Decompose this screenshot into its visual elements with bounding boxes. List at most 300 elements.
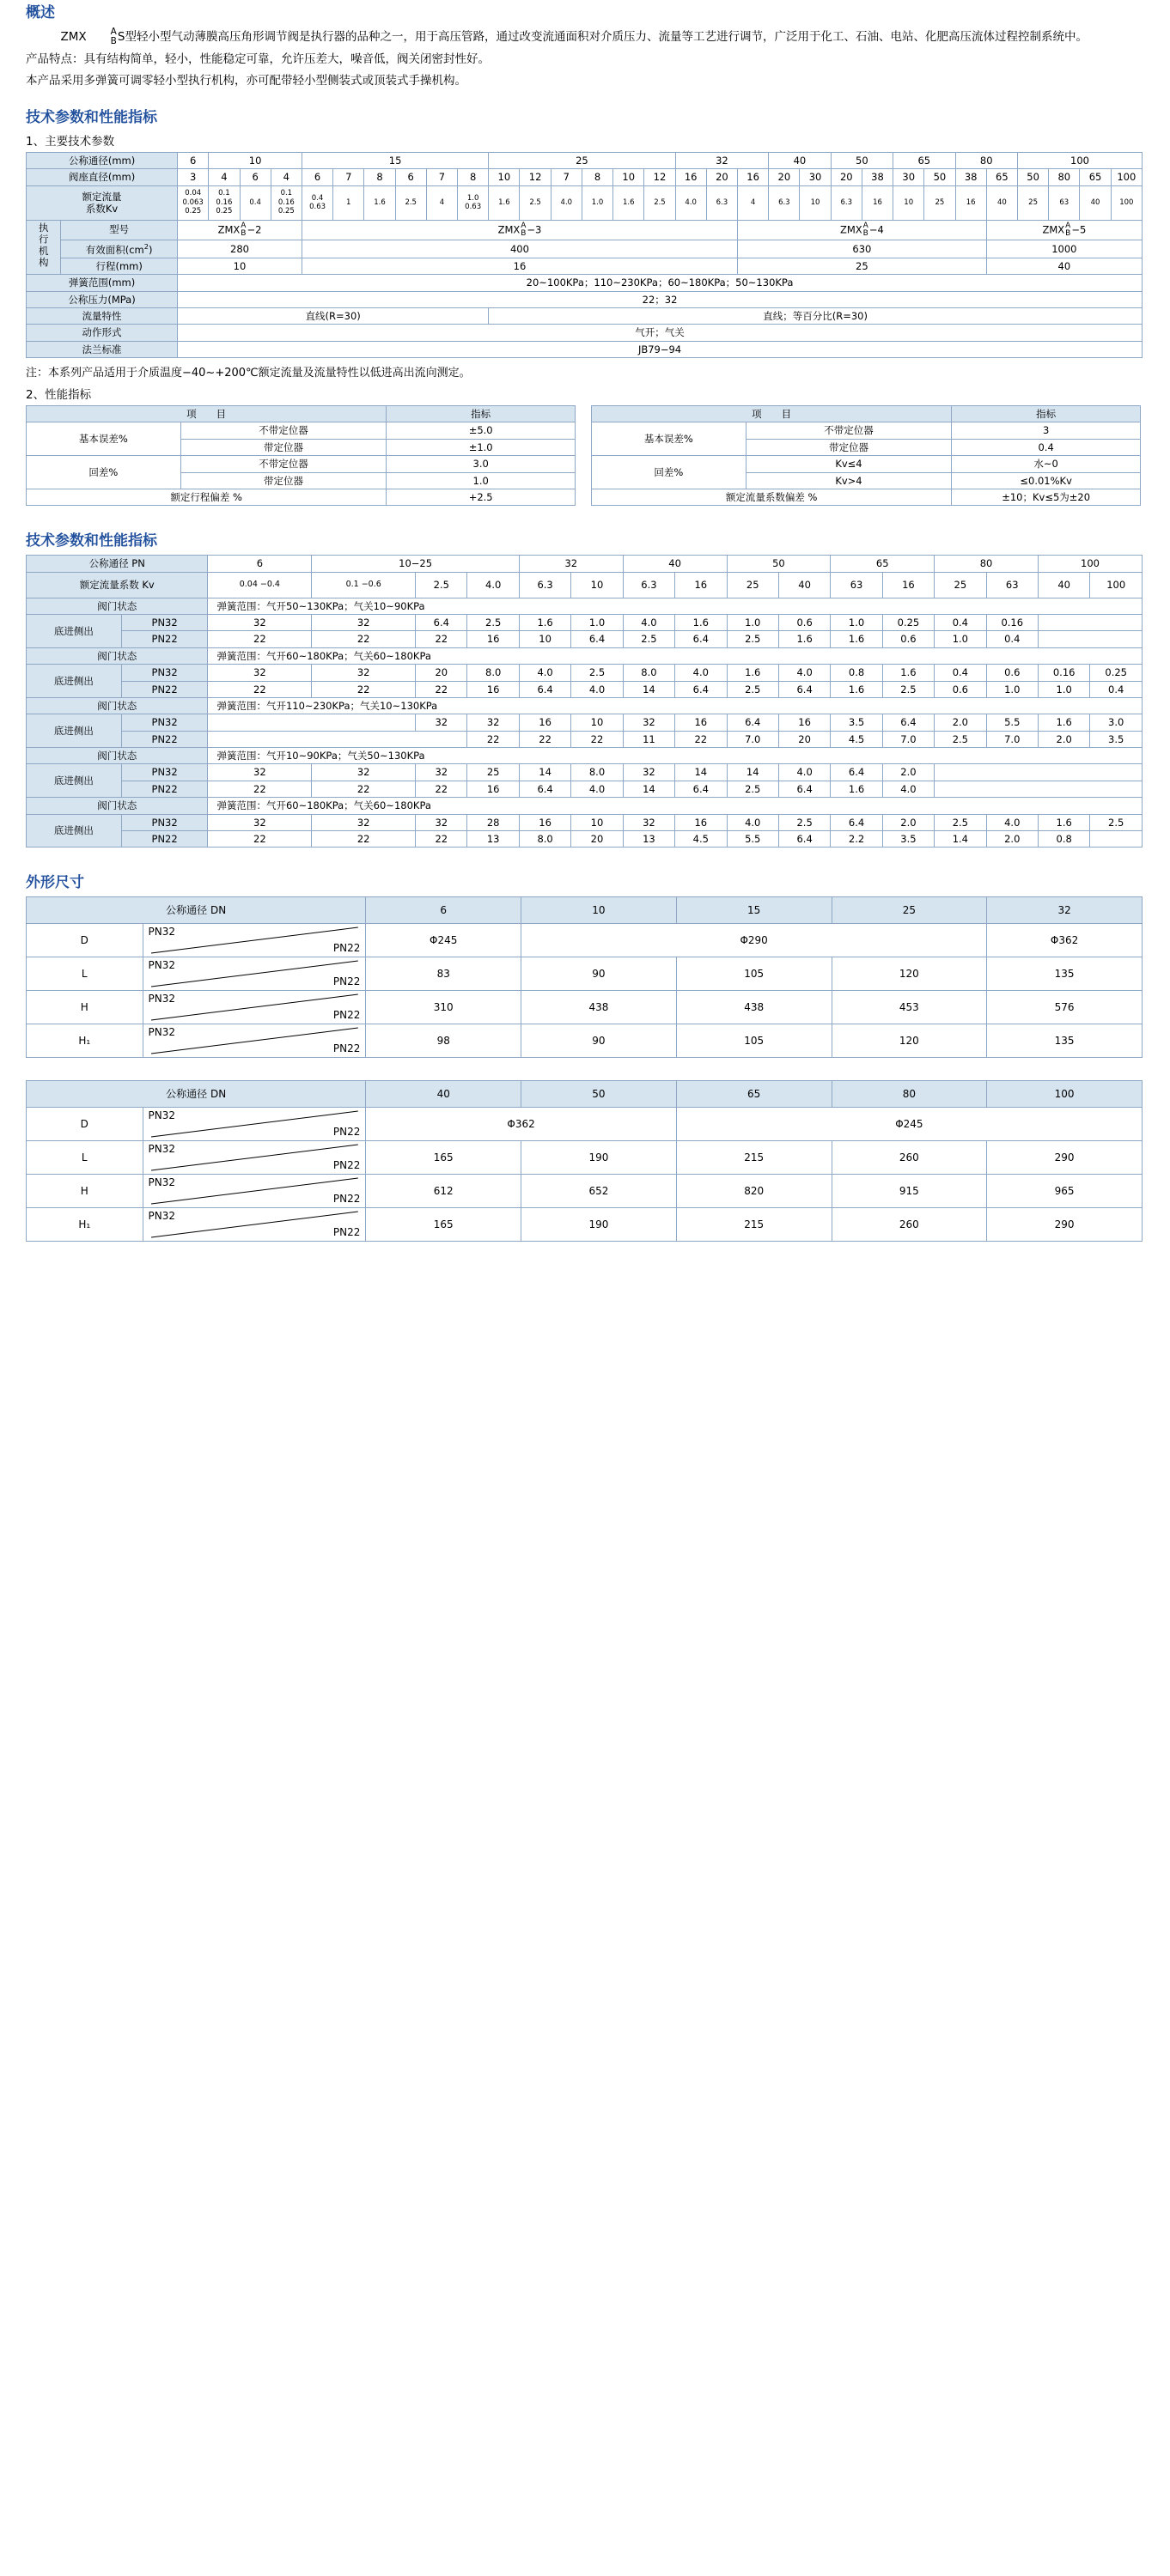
dimensions-title: 外形尺寸 — [26, 874, 84, 892]
g4-r0-v4: 16 — [519, 814, 570, 830]
g3-r0-v8: 14 — [727, 764, 778, 781]
seat-9: 8 — [458, 169, 489, 185]
g0-r1-v14 — [1038, 631, 1142, 647]
g4-r1-name: PN22 — [121, 830, 208, 847]
dims2-dn-2: 65 — [676, 1081, 832, 1108]
table-row — [27, 957, 1143, 991]
pn-kv-11: 16 — [882, 572, 934, 598]
g4-r1-v13: 2.0 — [986, 830, 1038, 847]
g0-r1-v10: 1.6 — [831, 631, 882, 647]
stroke-2: 25 — [738, 258, 987, 274]
dims1-row-2-v1: 438 — [521, 991, 677, 1024]
kv-11: 2.5 — [520, 185, 551, 220]
g3-r1-v5: 4.0 — [571, 781, 623, 797]
model-3: ZMX A B −5 — [986, 220, 1142, 240]
area-2: 630 — [738, 240, 987, 258]
table-row — [592, 489, 1141, 505]
kv-23: 10 — [893, 185, 924, 220]
g3-r0-blank — [935, 764, 1143, 781]
dims1-row-1-v0: 83 — [366, 957, 521, 991]
dims2-row-2-pn22: PN22 — [332, 1193, 361, 1206]
g3-r0-v5: 8.0 — [571, 764, 623, 781]
pn-dn-6: 80 — [935, 556, 1039, 572]
perf-left-sub-1-0: 不带定位器 — [180, 456, 387, 472]
g4-r0-v5: 10 — [571, 814, 623, 830]
perf-left-head-0: 项 目 — [27, 406, 387, 422]
g1-r0-v4: 4.0 — [519, 665, 570, 681]
seat-22: 38 — [862, 169, 893, 185]
status-label-4: 阀门状态 — [27, 798, 208, 814]
kv-15: 2.5 — [644, 185, 675, 220]
seat-26: 65 — [986, 169, 1017, 185]
pn-dn-3: 40 — [623, 556, 727, 572]
dims1-row-1-v3: 120 — [832, 957, 987, 991]
g4-r1-v6: 13 — [623, 830, 674, 847]
g4-r1-v2: 22 — [416, 830, 467, 847]
dimensions-table-2 — [26, 1080, 1143, 1242]
g0-r1-v4: 10 — [519, 631, 570, 647]
g1-r1-v2: 22 — [416, 681, 467, 697]
seat-12: 7 — [551, 169, 582, 185]
dims1-row-0-name: D — [27, 924, 143, 957]
table-row-spring — [27, 275, 1143, 291]
table-row — [592, 456, 1141, 472]
actuator-label-text: 执行机构 — [37, 222, 50, 270]
kv-0: 0.04 0.063 0.25 — [178, 185, 209, 220]
pn-kv-label: 额定流量系数 Kv — [27, 572, 208, 598]
table-row-head — [27, 1081, 1143, 1108]
dims2-dn-1: 50 — [521, 1081, 677, 1108]
dn-80: 80 — [955, 152, 1017, 168]
g0-r0-v6: 4.0 — [623, 615, 674, 631]
main-table-subhead: 1、主要技术参数 — [26, 134, 115, 149]
dims1-row-3-pn22: PN22 — [332, 1042, 361, 1055]
g4-r1-v4: 8.0 — [519, 830, 570, 847]
g1-r0-v0: 32 — [208, 665, 312, 681]
g1-r0-v7: 4.0 — [675, 665, 727, 681]
kv-4: 0.4 0.63 — [302, 185, 332, 220]
g2-r1-blank — [208, 731, 467, 747]
g1-r1-v9: 6.4 — [778, 681, 830, 697]
pn-value: 22；32 — [178, 291, 1143, 307]
perf-right-label-1: 回差% — [592, 456, 746, 489]
kv-17: 6.3 — [706, 185, 737, 220]
table-row — [27, 924, 1143, 957]
dims2-row-3-v4: 290 — [987, 1208, 1143, 1242]
g3-r1-v1: 22 — [312, 781, 416, 797]
dims1-row-0-v2: Φ362 — [987, 924, 1143, 957]
g1-r1-v0: 22 — [208, 681, 312, 697]
kv-16: 4.0 — [675, 185, 706, 220]
dims1-row-3-v4: 135 — [987, 1024, 1143, 1058]
dims2-dn-3: 80 — [832, 1081, 987, 1108]
perf-right-sub-1-1: Kv>4 — [746, 472, 952, 489]
performance-table-right — [591, 405, 1141, 506]
seat-10: 10 — [489, 169, 520, 185]
perf-left-label-1: 回差% — [27, 456, 181, 489]
kv-20: 10 — [800, 185, 831, 220]
g3-r1-v9: 6.4 — [778, 781, 830, 797]
kv-30: 100 — [1111, 185, 1142, 220]
side-label-4: 底进侧出 — [27, 814, 122, 848]
perf-right-head-0: 项 目 — [592, 406, 952, 422]
g4-r0-v7: 16 — [675, 814, 727, 830]
seat-27: 50 — [1017, 169, 1048, 185]
model-2: ZMX A B −4 — [738, 220, 987, 240]
g3-r0-v3: 25 — [467, 764, 519, 781]
kv-24: 25 — [924, 185, 955, 220]
g4-r0-v13: 4.0 — [986, 814, 1038, 830]
g4-r1-v0: 22 — [208, 830, 312, 847]
g2-r0-name: PN32 — [121, 714, 208, 731]
g0-r1-v5: 6.4 — [571, 631, 623, 647]
dims1-row-2-name: H — [27, 991, 143, 1024]
seat-17: 20 — [706, 169, 737, 185]
pn-kv-10: 63 — [831, 572, 882, 598]
g0-r1-v2: 22 — [416, 631, 467, 647]
g4-r1-v10: 2.2 — [831, 830, 882, 847]
g2-r0-v6: 6.4 — [727, 714, 778, 731]
kv-21: 6.3 — [831, 185, 862, 220]
dims1-row-2-v4: 576 — [987, 991, 1143, 1024]
side-label-0: 底进侧出 — [27, 615, 122, 648]
dims2-row-2-v1: 652 — [521, 1175, 677, 1208]
table-row — [27, 1208, 1143, 1242]
g2-r1-v5: 7.0 — [727, 731, 778, 747]
pn-split-cell — [143, 924, 366, 957]
g2-r1-name: PN22 — [121, 731, 208, 747]
document-page — [0, 0, 1170, 1264]
action-value: 气开；气关 — [178, 325, 1143, 341]
dims2-row-1-pn22: PN22 — [332, 1159, 361, 1172]
seat-19: 20 — [769, 169, 800, 185]
pn-dn-2: 32 — [519, 556, 623, 572]
dims2-row-2-name: H — [27, 1175, 143, 1208]
model-1: ZMX A B −3 — [302, 220, 737, 240]
status-label-2: 阀门状态 — [27, 697, 208, 714]
kv-6: 1.6 — [364, 185, 395, 220]
table-row-head — [27, 897, 1143, 924]
g0-r0-v11: 0.25 — [882, 615, 934, 631]
table-row-head — [27, 406, 576, 422]
dims1-row-3-v2: 105 — [676, 1024, 832, 1058]
g3-r1-v8: 2.5 — [727, 781, 778, 797]
g1-r1-name: PN22 — [121, 681, 208, 697]
perf-left-val-1-1: 1.0 — [387, 472, 576, 489]
main-table-note: 注：本系列产品适用于介质温度−40~+200℃额定流量及流量特性以低进高出流向测定。 — [26, 367, 471, 380]
table-row-flange — [27, 341, 1143, 357]
g1-r0-v3: 8.0 — [467, 665, 519, 681]
side-label-3: 底进侧出 — [27, 764, 122, 798]
seat-label: 阀座直径(mm) — [27, 169, 178, 185]
pn-kv-5: 10 — [571, 572, 623, 598]
g0-r0-v10: 1.0 — [831, 615, 882, 631]
pn-dn-7: 100 — [1038, 556, 1142, 572]
pn-kv-13: 63 — [986, 572, 1038, 598]
table-row — [27, 665, 1143, 681]
g1-r0-v8: 1.6 — [727, 665, 778, 681]
overview-text — [26, 27, 1144, 93]
g0-r0-v7: 1.6 — [675, 615, 727, 631]
dims1-dn-label: 公称通径 DN — [27, 897, 366, 924]
seat-5: 7 — [333, 169, 364, 185]
dims2-row-2-v0: 612 — [366, 1175, 521, 1208]
g4-r1-blank — [1090, 830, 1143, 847]
perf-left-val-1-0: 3.0 — [387, 456, 576, 472]
dims2-dn-0: 40 — [366, 1081, 521, 1108]
dims1-row-1-name: L — [27, 957, 143, 991]
dims2-row-3-pn22: PN22 — [332, 1226, 361, 1239]
seat-0: 3 — [178, 169, 209, 185]
g1-r0-v6: 8.0 — [623, 665, 674, 681]
area-label: 有效面积$(cm^2)$ — [61, 240, 178, 258]
perf-left-sub-1-1: 带定位器 — [180, 472, 387, 489]
g0-r0-v8: 1.0 — [727, 615, 778, 631]
g1-r1-v5: 4.0 — [571, 681, 623, 697]
table-row-pn — [27, 291, 1143, 307]
table-row-kv — [27, 572, 1143, 598]
g1-r0-v2: 20 — [416, 665, 467, 681]
g3-r0-v10: 6.4 — [831, 764, 882, 781]
g0-r0-v13: 0.16 — [986, 615, 1038, 631]
dn-15: 15 — [302, 152, 488, 168]
kv-27: 25 — [1017, 185, 1048, 220]
g2-r1-v11: 2.0 — [1038, 731, 1089, 747]
seat-13: 8 — [582, 169, 612, 185]
seat-29: 65 — [1080, 169, 1111, 185]
dims2-row-2-v2: 820 — [676, 1175, 832, 1208]
seat-4: 6 — [302, 169, 332, 185]
dn-10: 10 — [209, 152, 302, 168]
g1-r1-v14: 1.0 — [1038, 681, 1089, 697]
seat-25: 38 — [955, 169, 986, 185]
table-row-flow — [27, 307, 1143, 324]
dims2-row-0-name: D — [27, 1108, 143, 1141]
perf-left-head-1: 指标 — [387, 406, 576, 422]
pn-split-cell — [143, 1175, 366, 1207]
seat-16: 16 — [675, 169, 706, 185]
g3-r0-v1: 32 — [312, 764, 416, 781]
table-row — [27, 1108, 1143, 1141]
g2-r1-v4: 22 — [675, 731, 727, 747]
g0-r0-name: PN32 — [121, 615, 208, 631]
kv-label: 额定流量 系数Kv — [27, 185, 178, 220]
dims1-row-3-v0: 98 — [366, 1024, 521, 1058]
table-row — [27, 422, 576, 439]
g0-r0-v2: 6.4 — [416, 615, 467, 631]
table-row-area — [27, 240, 1143, 258]
g4-r0-v0: 32 — [208, 814, 312, 830]
perf-left-val-0-0: ±5.0 — [387, 422, 576, 439]
dims2-row-2-pn32: PN32 — [148, 1176, 176, 1189]
g2-r0-v0: 32 — [416, 714, 467, 731]
g2-r0-v12: 1.6 — [1038, 714, 1089, 731]
g1-r1-v4: 6.4 — [519, 681, 570, 697]
pn-dn-4: 50 — [727, 556, 831, 572]
g1-r0-v11: 1.6 — [882, 665, 934, 681]
status-value-2: 弹簧范围：气开110~230KPa；气关10~130KPa — [208, 697, 1143, 714]
perf-right-sub-1-0: Kv≤4 — [746, 456, 952, 472]
flow-label: 流量特性 — [27, 307, 178, 324]
dims2-row-1-pn32: PN32 — [148, 1143, 176, 1156]
g0-r1-v7: 6.4 — [675, 631, 727, 647]
g0-r0-v9: 0.6 — [778, 615, 830, 631]
g1-r1-v15: 0.4 — [1090, 681, 1143, 697]
g3-r1-v10: 1.6 — [831, 781, 882, 797]
kv-28: 63 — [1049, 185, 1080, 220]
seat-24: 50 — [924, 169, 955, 185]
dims1-row-1-pn22: PN22 — [332, 975, 361, 988]
g3-r0-v9: 4.0 — [778, 764, 830, 781]
dn-40: 40 — [769, 152, 831, 168]
performance-tables — [26, 405, 1143, 506]
g4-r0-v12: 2.5 — [935, 814, 986, 830]
dims2-row-1-v2: 215 — [676, 1141, 832, 1175]
dims1-row-3-pn32: PN32 — [148, 1026, 176, 1039]
g3-r1-blank — [935, 781, 1143, 797]
g0-r1-v3: 16 — [467, 631, 519, 647]
tech-params-title: 技术参数和性能指标 — [26, 108, 157, 126]
dn-32: 32 — [675, 152, 769, 168]
g2-r1-v8: 7.0 — [882, 731, 934, 747]
dims1-row-3-v3: 120 — [832, 1024, 987, 1058]
table-row — [27, 1141, 1143, 1175]
table-row-status — [27, 598, 1143, 614]
overview-paragraph-1: ZMX A B S型轻小型气动薄膜高压角形调节阀是执行器的品种之一，用于高压管路，通过改变流通面积对介质压力、流量等工艺进行调节，广泛用于化工、石油、电站、化肥高压流体过程控制系统中。 — [49, 27, 1088, 46]
g0-r1-v9: 1.6 — [778, 631, 830, 647]
flange-label: 法兰标准 — [27, 341, 178, 357]
seat-3: 4 — [271, 169, 302, 185]
table-row — [27, 489, 576, 505]
seat-14: 10 — [613, 169, 644, 185]
dims2-row-0-v0: Φ362 — [366, 1108, 676, 1141]
g1-r1-v11: 2.5 — [882, 681, 934, 697]
pn-dn-0: 6 — [208, 556, 312, 572]
dims2-row-2-v3: 915 — [832, 1175, 987, 1208]
dims2-row-3-v1: 190 — [521, 1208, 677, 1242]
pn-split-cell — [143, 1141, 366, 1174]
pn-kv-14: 40 — [1038, 572, 1089, 598]
dims2-row-3-name: H₁ — [27, 1208, 143, 1242]
pn-split-cell — [143, 991, 366, 1024]
g4-r0-v1: 32 — [312, 814, 416, 830]
seat-23: 30 — [893, 169, 924, 185]
dims2-row-3-v3: 260 — [832, 1208, 987, 1242]
g3-r0-v7: 14 — [675, 764, 727, 781]
table-row-kv — [27, 185, 1143, 220]
dims1-dn-2: 15 — [676, 897, 832, 924]
g4-r1-v9: 6.4 — [778, 830, 830, 847]
dims2-row-1-v3: 260 — [832, 1141, 987, 1175]
g4-r0-v8: 4.0 — [727, 814, 778, 830]
pn-kv-0: 0.04 −0.4 — [208, 572, 312, 598]
dims2-row-1-name: L — [27, 1141, 143, 1175]
table-row — [27, 631, 1143, 647]
g4-r1-v5: 20 — [571, 830, 623, 847]
seat-30: 100 — [1111, 169, 1142, 185]
g2-r0-v8: 3.5 — [831, 714, 882, 731]
pn-dn-1: 10−25 — [312, 556, 520, 572]
dims2-row-2-v4: 965 — [987, 1175, 1143, 1208]
pn-split-cell — [143, 957, 366, 990]
dims2-row-0-pn32: PN32 — [148, 1109, 176, 1122]
flow-value-1: 直线；等百分比(R=30) — [489, 307, 1143, 324]
dims2-dn-label: 公称通径 DN — [27, 1081, 366, 1108]
table-row — [27, 456, 576, 472]
kv-12: 4.0 — [551, 185, 582, 220]
g4-r1-v14: 0.8 — [1038, 830, 1089, 847]
perf-left-sub-0-1: 带定位器 — [180, 439, 387, 455]
dims2-row-0-pn22: PN22 — [332, 1126, 361, 1139]
table-row-dn — [27, 152, 1143, 168]
table-row-stroke — [27, 258, 1143, 274]
perf-left-sub-0-0: 不带定位器 — [180, 422, 387, 439]
perf-right-sub-0-0: 不带定位器 — [746, 422, 952, 439]
g4-r1-v11: 3.5 — [882, 830, 934, 847]
overview-title: 概述 — [26, 4, 55, 21]
g0-r1-v11: 0.6 — [882, 631, 934, 647]
pn-kv-3: 4.0 — [467, 572, 519, 598]
kv-18: 4 — [738, 185, 769, 220]
dims1-row-3-v1: 90 — [521, 1024, 677, 1058]
g2-r1-v12: 3.5 — [1090, 731, 1143, 747]
kv-25: 16 — [955, 185, 986, 220]
table-row-status — [27, 798, 1143, 814]
g2-r0-v9: 6.4 — [882, 714, 934, 731]
kv-3: 0.1 0.16 0.25 — [271, 185, 302, 220]
perf-right-val-0-1: 0.4 — [952, 439, 1141, 455]
g0-r0-v1: 32 — [312, 615, 416, 631]
table-row-status — [27, 697, 1143, 714]
g1-r1-v10: 1.6 — [831, 681, 882, 697]
dims2-row-0-v1: Φ245 — [676, 1108, 1142, 1141]
g2-r0-v11: 5.5 — [986, 714, 1038, 731]
g1-r0-v10: 0.8 — [831, 665, 882, 681]
g2-r0-v5: 16 — [675, 714, 727, 731]
performance-table-left — [26, 405, 576, 506]
g3-r1-v6: 14 — [623, 781, 674, 797]
pn-kv-6: 6.3 — [623, 572, 674, 598]
g4-r0-v3: 28 — [467, 814, 519, 830]
area-1: 400 — [302, 240, 737, 258]
g2-r0-v4: 32 — [623, 714, 674, 731]
tech-params-title-2: 技术参数和性能指标 — [26, 532, 157, 550]
pn-kv-15: 100 — [1090, 572, 1143, 598]
table-row — [27, 714, 1143, 731]
pn-label: 公称压力(MPa) — [27, 291, 178, 307]
overview-paragraph-3: 本产品采用多弹簧可调零轻小型执行机构，亦可配带轻小型侧装式或顶装式手操机构。 — [26, 74, 466, 88]
perf-subhead: 2、性能指标 — [26, 388, 92, 403]
g3-r1-name: PN22 — [121, 781, 208, 797]
perf-left-last-label: 额定行程偏差 % — [27, 489, 387, 505]
dims2-row-1-v1: 190 — [521, 1141, 677, 1175]
pn-kv-2: 2.5 — [416, 572, 467, 598]
stroke-1: 16 — [302, 258, 737, 274]
seat-20: 30 — [800, 169, 831, 185]
g4-r0-v10: 6.4 — [831, 814, 882, 830]
table-row-status — [27, 647, 1143, 664]
g2-r1-v10: 7.0 — [986, 731, 1038, 747]
dims2-row-3-v0: 165 — [366, 1208, 521, 1242]
dims1-row-0-v0: Φ245 — [366, 924, 521, 957]
g2-r1-v9: 2.5 — [935, 731, 986, 747]
g0-r0-v4: 1.6 — [519, 615, 570, 631]
seat-11: 12 — [520, 169, 551, 185]
kv-19: 6.3 — [769, 185, 800, 220]
kv-2: 0.4 — [240, 185, 271, 220]
g3-r1-v2: 22 — [416, 781, 467, 797]
g2-r0-v7: 16 — [778, 714, 830, 731]
